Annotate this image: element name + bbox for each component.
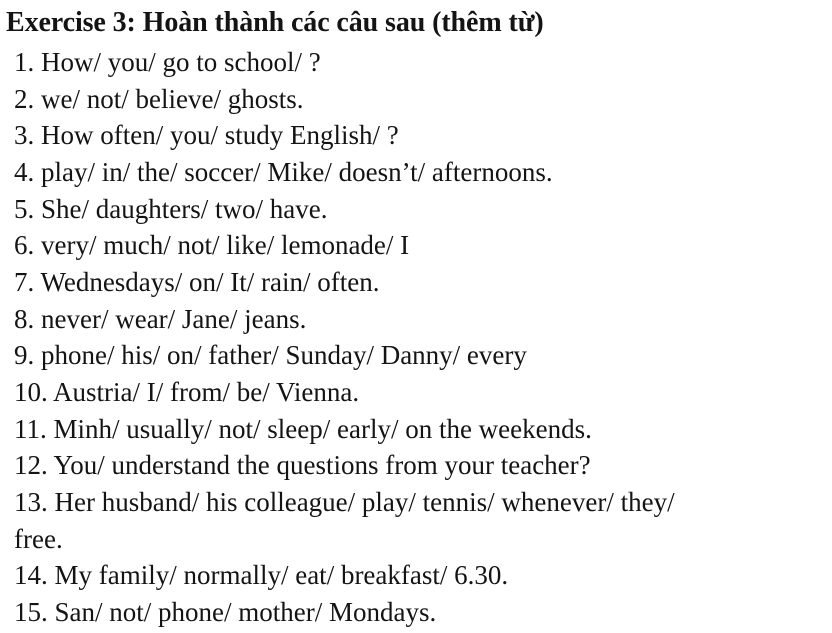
exercise-item-13: 13. Her husband/ his colleague/ play/ tennis/ whenever/ they/: [14, 487, 675, 517]
exercise-item-10: 10. Austria/ I/ from/ be/ Vienna.: [14, 377, 360, 407]
exercise-item-9: 9. phone/ his/ on/ father/ Sunday/ Danny/ every: [14, 340, 527, 370]
exercise-item-14: 14. My family/ normally/ eat/ breakfast/ 6.30.: [14, 560, 509, 590]
exercise-item-6: 6. very/ much/ not/ like/ lemonade/ I: [14, 230, 410, 260]
exercise-item-1: 1. How/ you/ go to school/ ?: [14, 47, 321, 77]
exercise-item-12: 12. You/ understand the questions from your teacher?: [14, 450, 591, 480]
exercise-item-15: 15. San/ not/ phone/ mother/ Mondays.: [14, 597, 437, 627]
exercise-item-11: 11. Minh/ usually/ not/ sleep/ early/ on the weekends.: [14, 414, 592, 444]
exercise-item-5: 5. She/ daughters/ two/ have.: [14, 194, 328, 224]
exercise-title: Exercise 3: Hoàn thành các câu sau (thêm từ): [6, 7, 544, 38]
exercise-item-4: 4. play/ in/ the/ soccer/ Mike/ doesn’t/ afternoons.: [14, 157, 553, 187]
exercise-item-3: 3. How often/ you/ study English/ ?: [14, 120, 399, 150]
exercise-item-13-continuation: free.: [14, 524, 63, 554]
exercise-item-7: 7. Wednesdays/ on/ It/ rain/ often.: [14, 267, 380, 297]
exercise-item-8: 8. never/ wear/ Jane/ jeans.: [14, 304, 307, 334]
exercise-item-2: 2. we/ not/ believe/ ghosts.: [14, 84, 304, 114]
